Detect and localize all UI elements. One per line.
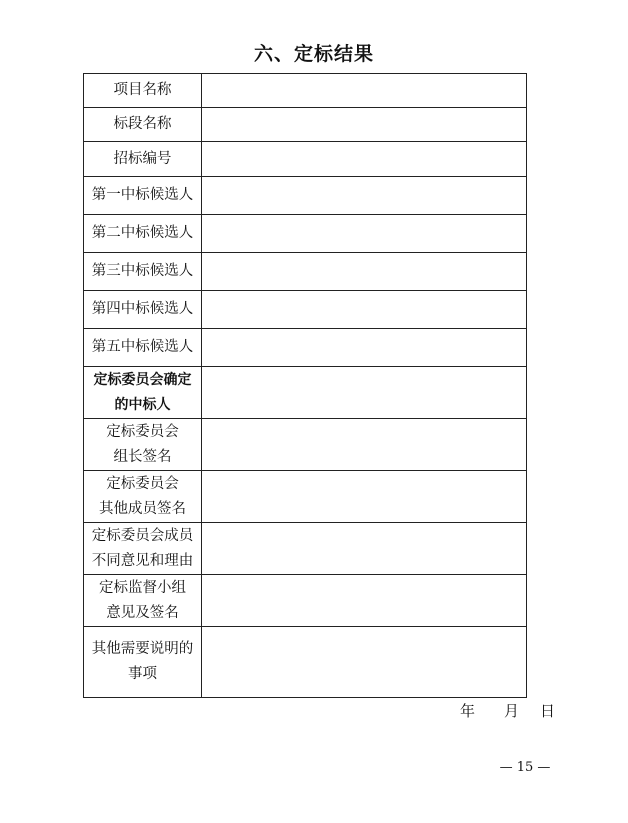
row-label xyxy=(84,108,202,142)
row-label xyxy=(84,523,202,575)
row-label-line: 第四中标候选人 xyxy=(91,301,194,317)
row-label-line: 第一中标候选人 xyxy=(91,187,194,203)
row-value-cell[interactable] xyxy=(202,108,527,142)
row-value-cell[interactable] xyxy=(202,367,527,419)
row-label xyxy=(84,575,202,627)
page-number: — 15 — xyxy=(499,760,551,775)
date-day: 日 xyxy=(540,702,556,720)
row-label-line: 定标委员会确定 xyxy=(93,371,192,388)
table-row xyxy=(84,291,527,329)
row-label-line: 不同意见和理由 xyxy=(91,552,194,569)
row-label xyxy=(84,419,202,471)
row-label xyxy=(84,74,202,108)
row-label-line: 第三中标候选人 xyxy=(91,263,194,279)
row-label-line: 定标委员会 xyxy=(106,423,179,440)
row-label-line: 的中标人 xyxy=(114,396,171,413)
table-row xyxy=(84,367,527,419)
row-value-cell[interactable] xyxy=(202,471,527,523)
table-row xyxy=(84,627,527,698)
row-value-cell[interactable] xyxy=(202,142,527,177)
row-label xyxy=(84,291,202,329)
row-label xyxy=(84,215,202,253)
row-label xyxy=(84,329,202,367)
row-label-line: 事项 xyxy=(128,666,157,682)
row-label-line: 组长签名 xyxy=(113,448,172,465)
row-label-line: 招标编号 xyxy=(113,150,172,167)
row-label-line: 定标委员会成员 xyxy=(91,527,194,544)
row-label-line: 项目名称 xyxy=(113,82,172,98)
row-value-cell[interactable] xyxy=(202,74,527,108)
row-label xyxy=(84,177,202,215)
row-label-line: 其他成员签名 xyxy=(99,500,186,517)
row-label-line: 标段名称 xyxy=(113,116,172,132)
table-row xyxy=(84,523,527,575)
table-row xyxy=(84,471,527,523)
table-row xyxy=(84,177,527,215)
row-label xyxy=(84,471,202,523)
row-label xyxy=(84,142,202,177)
table-row xyxy=(84,108,527,142)
row-value-cell[interactable] xyxy=(202,215,527,253)
table-row xyxy=(84,215,527,253)
row-value-cell[interactable] xyxy=(202,329,527,367)
page-title: 六、定标结果 xyxy=(253,43,374,65)
table-row xyxy=(84,74,527,108)
result-form-table xyxy=(83,73,527,698)
row-label-line: 其他需要说明的 xyxy=(91,641,194,657)
row-label xyxy=(84,627,202,698)
row-label-line: 定标监督小组 xyxy=(99,579,186,596)
table-row xyxy=(84,253,527,291)
date-line xyxy=(460,700,560,721)
row-label xyxy=(84,253,202,291)
row-value-cell[interactable] xyxy=(202,177,527,215)
row-value-cell[interactable] xyxy=(202,419,527,471)
date-year: 年 xyxy=(460,702,476,720)
row-value-cell[interactable] xyxy=(202,253,527,291)
row-label xyxy=(84,367,202,419)
row-value-cell[interactable] xyxy=(202,627,527,698)
table-row xyxy=(84,575,527,627)
table-row xyxy=(84,329,527,367)
table-row xyxy=(84,419,527,471)
date-month: 月 xyxy=(504,702,520,720)
row-value-cell[interactable] xyxy=(202,575,527,627)
table-row xyxy=(84,142,527,177)
row-label-line: 第五中标候选人 xyxy=(91,339,194,355)
row-label-line: 意见及签名 xyxy=(106,604,179,621)
row-value-cell[interactable] xyxy=(202,523,527,575)
row-label-line: 定标委员会 xyxy=(106,475,179,492)
row-label-line: 第二中标候选人 xyxy=(91,225,194,241)
row-value-cell[interactable] xyxy=(202,291,527,329)
